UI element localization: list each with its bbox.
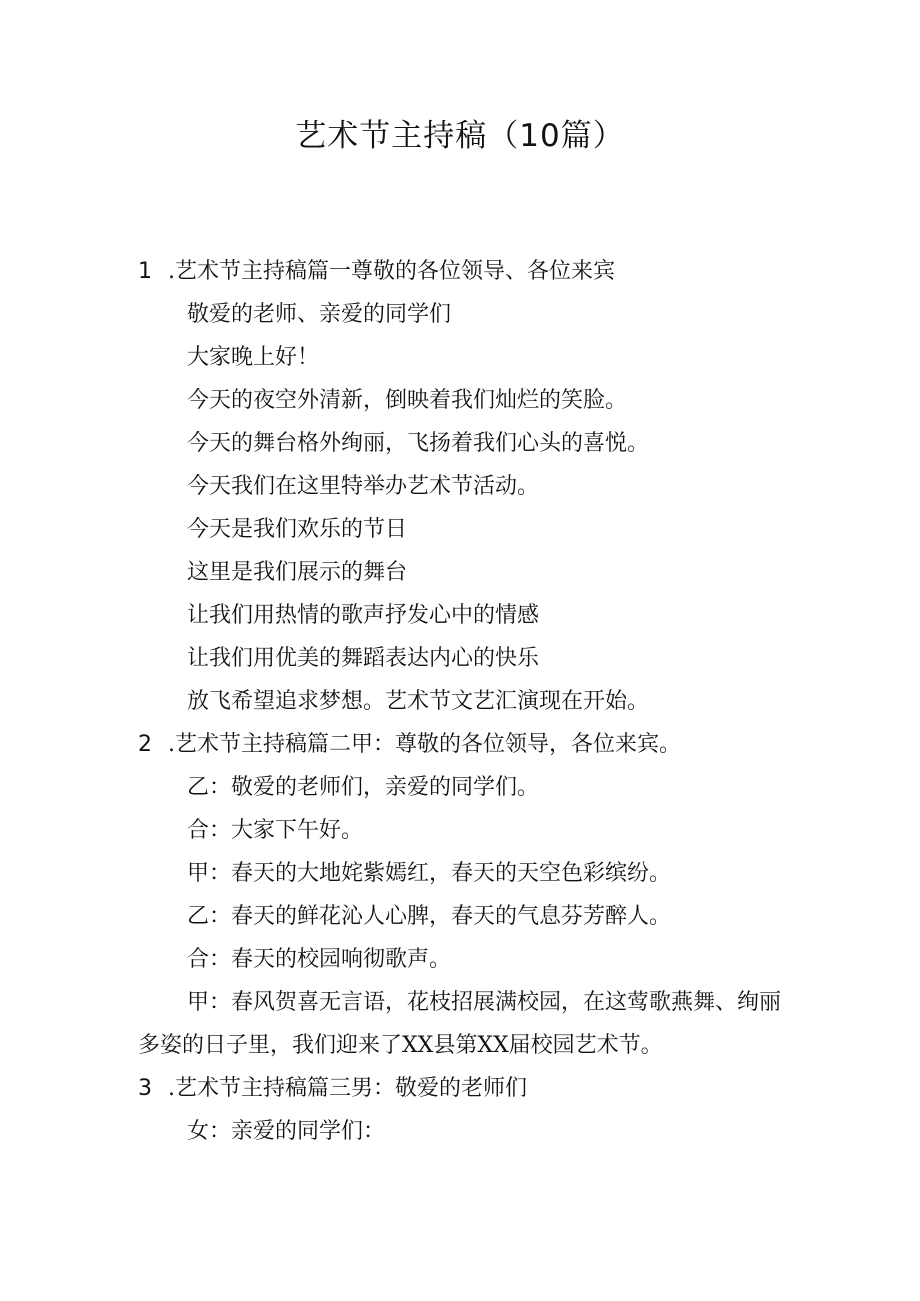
text-paragraph: 甲：春风贺喜无言语，花枝招展满校园，在这莺歌燕舞、绚丽多姿的日子里，我们迎来了XX县第XX届校园艺术节。 xyxy=(138,990,782,1058)
text-line: 合：春天的校园响彻歌声。 xyxy=(187,947,452,972)
section-heading xyxy=(138,250,798,293)
text-line: 甲：春天的大地姹紫嫣红，春天的天空色彩缤纷。 xyxy=(187,861,672,886)
text-line: 这里是我们展示的舞台 xyxy=(187,560,408,585)
section-number: 3 xyxy=(138,1076,152,1101)
section-number: 2 xyxy=(138,732,152,757)
text-line: 乙：敬爱的老师们，亲爱的同学们。 xyxy=(187,775,540,800)
section-heading xyxy=(138,723,798,766)
text-line: 今天是我们欢乐的节日 xyxy=(187,517,408,542)
section-number-dot: . xyxy=(168,1076,175,1101)
document-title: 艺术节主持稿（10篇） xyxy=(295,118,625,154)
document-body xyxy=(138,250,798,1153)
text-line: 大家晚上好！ xyxy=(187,345,320,370)
text-line: 今天我们在这里特举办艺术节活动。 xyxy=(187,474,540,499)
text-line: 乙：春天的鲜花沁人心脾，春天的气息芬芳醉人。 xyxy=(187,904,672,929)
section-heading-text: 艺术节主持稿篇三男：敬爱的老师们 xyxy=(175,1076,528,1101)
text-line: 放飞希望追求梦想。艺术节文艺汇演现在开始。 xyxy=(187,689,650,714)
section-number-dot: . xyxy=(168,732,175,757)
text-line: 让我们用热情的歌声抒发心中的情感 xyxy=(187,603,540,628)
section-number: 1 xyxy=(138,259,152,284)
text-line: 今天的夜空外清新，倒映着我们灿烂的笑脸。 xyxy=(187,388,628,413)
section-heading xyxy=(138,1067,798,1110)
section-heading-text: 艺术节主持稿篇二甲：尊敬的各位领导，各位来宾。 xyxy=(175,732,682,757)
text-line: 敬爱的老师、亲爱的同学们 xyxy=(187,302,452,327)
text-line: 合：大家下午好。 xyxy=(187,818,364,843)
text-line: 今天的舞台格外绚丽，飞扬着我们心头的喜悦。 xyxy=(187,431,650,456)
text-line: 女：亲爱的同学们： xyxy=(187,1119,386,1144)
section-number-dot: . xyxy=(168,259,175,284)
text-line: 让我们用优美的舞蹈表达内心的快乐 xyxy=(187,646,540,671)
section-heading-text: 艺术节主持稿篇一尊敬的各位领导、各位来宾 xyxy=(175,259,616,284)
